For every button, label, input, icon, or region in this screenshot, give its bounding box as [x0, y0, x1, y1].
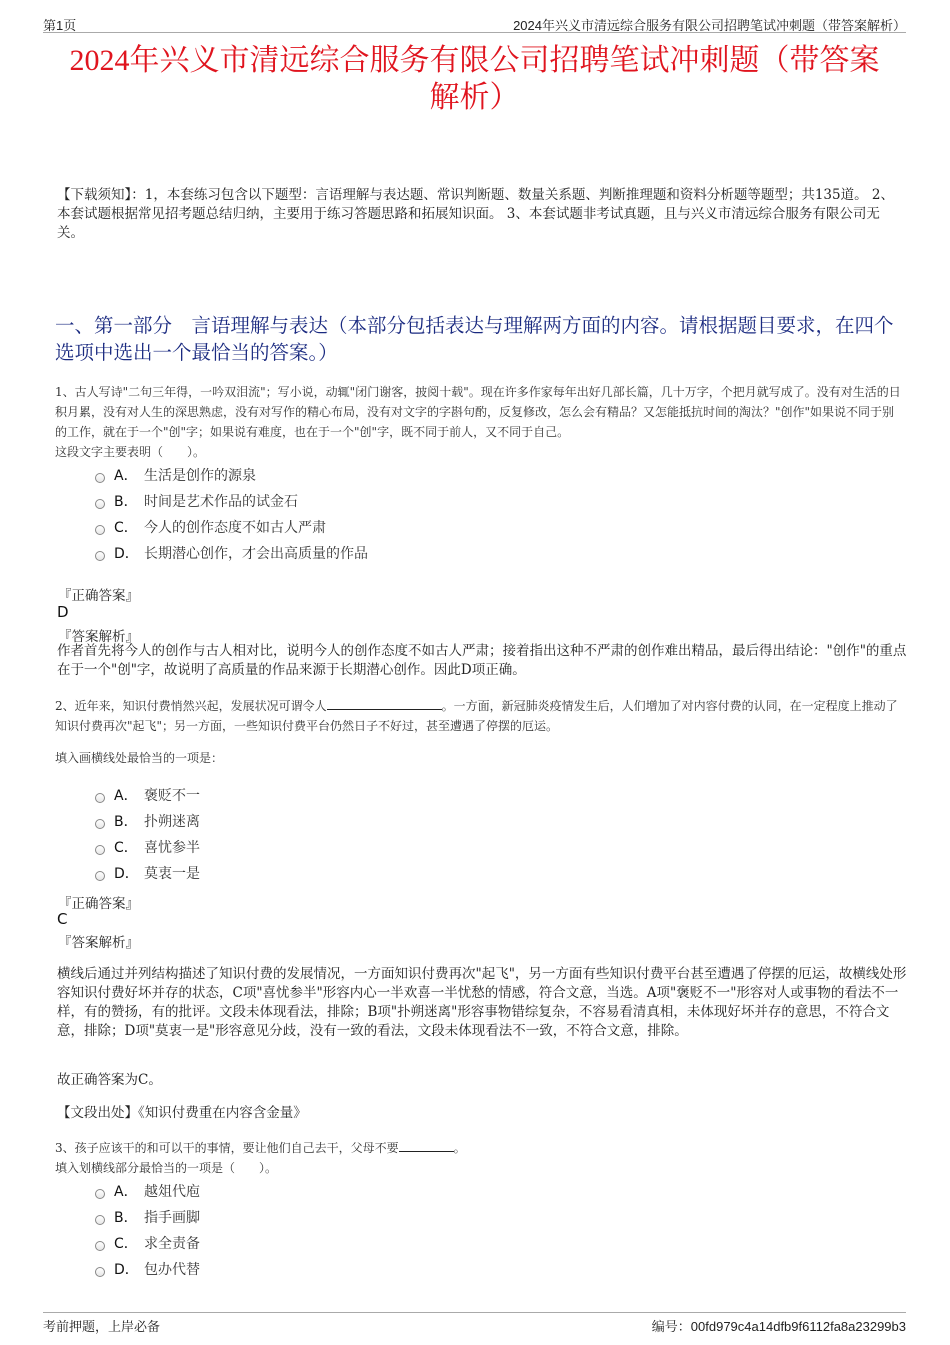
question-3-options [95, 1178, 200, 1282]
option-a[interactable] [95, 462, 368, 488]
radio-button-icon[interactable] [95, 1215, 105, 1225]
radio-button-icon[interactable] [95, 871, 105, 881]
radio-button-icon[interactable] [95, 1241, 105, 1251]
running-header-title: 2024年兴义市清远综合服务有限公司招聘笔试冲刺题（带答案解析） [513, 18, 906, 33]
correct-answer-label: 『正确答案』 [58, 896, 139, 912]
option-d[interactable] [95, 1256, 200, 1282]
option-c[interactable] [95, 834, 200, 860]
radio-button-icon[interactable] [95, 473, 105, 483]
option-letter: C． [114, 520, 138, 536]
option-b[interactable] [95, 1204, 200, 1230]
question-1-prompt: 这段文字主要表明（ ）。 [55, 445, 206, 459]
section-title: 一、第一部分 言语理解与表达（本部分包括表达与理解两方面的内容。请根据题目要求，在四个选项中选出一个最恰当的答案。） [55, 314, 894, 364]
correct-answer-label: 『正确答案』 [58, 588, 139, 604]
option-text: 莫衷一是 [144, 866, 200, 882]
question-3 [55, 1138, 905, 1178]
correct-answer-value: C [57, 910, 68, 928]
option-b[interactable] [95, 488, 368, 514]
option-letter: B． [114, 494, 138, 510]
radio-button-icon[interactable] [95, 819, 105, 829]
radio-button-icon[interactable] [95, 845, 105, 855]
option-letter: A． [114, 1184, 138, 1200]
analysis-label: 『答案解析』 [58, 629, 139, 645]
option-letter: B． [114, 1210, 138, 1226]
document-serial-number: 编号：00fd979c4a14dfb9f6112fa8a23299b3 [651, 1319, 906, 1334]
question-1-stem: 1、古人写诗"二句三年得，一吟双泪流"；写小说，动辄"闭门谢客，披阅十载"。现在许多作家每年出好几部长篇，几十万字，个把月就写成了。没有对生活的日积月累，没有对人生的深思熟虑，没有对写作的精心布局，没有对文字的字斟句酌，反复修改，怎么会有精品？又怎能抵抗时间的淘汰？"创作"如果说不同于别的工作，就在于一个"创"字；如果说有难度，也在于一个"创"字，既不同于前人，又不同于自己。 [55, 385, 901, 439]
option-letter: A． [114, 788, 138, 804]
option-d[interactable] [95, 860, 200, 886]
option-text: 扑朔迷离 [144, 814, 200, 830]
option-letter: D． [114, 546, 139, 562]
question-1-options [95, 462, 368, 566]
option-letter: D． [114, 866, 139, 882]
question-1 [55, 382, 905, 462]
question-2-prompt: 填入画横线处最恰当的一项是： [55, 751, 224, 765]
title-line-1: 2024年兴义市清远综合服务有限公司招聘笔试冲刺题（带答案 [69, 44, 880, 77]
option-text: 指手画脚 [144, 1210, 200, 1226]
question-3-prompt: 填入划横线部分最恰当的一项是（ ）。 [55, 1161, 278, 1175]
option-text: 越俎代庖 [144, 1184, 200, 1200]
option-letter: C． [114, 1236, 138, 1252]
correct-answer-value: D [57, 603, 69, 621]
question-2-stem [55, 696, 905, 736]
title-line-2: 解析） [429, 81, 520, 114]
option-text: 今人的创作态度不如古人严肃 [144, 520, 326, 536]
page-number: 第1页 [43, 18, 77, 33]
option-b[interactable] [95, 808, 200, 834]
option-c[interactable] [95, 514, 368, 540]
fill-blank [399, 1139, 454, 1152]
option-text: 包办代替 [144, 1262, 200, 1278]
option-letter: C． [114, 840, 138, 856]
radio-button-icon[interactable] [95, 1189, 105, 1199]
option-c[interactable] [95, 1230, 200, 1256]
radio-button-icon[interactable] [95, 551, 105, 561]
stem-text: 。 [453, 1141, 466, 1155]
option-a[interactable] [95, 782, 200, 808]
option-text: 褒贬不一 [144, 788, 200, 804]
option-text: 喜忧参半 [144, 840, 200, 856]
option-letter: A． [114, 468, 138, 484]
answer-analysis: 作者首先将今人的创作与古人相对比，说明今人的创作态度不如古人严肃；接着指出这种不严肃的创作难出精品，最后得出结论："创作"的重点在于一个"创"字，故说明了高质量的作品来源于长期潜心创作。因此D项正确。 [57, 643, 907, 678]
option-d[interactable] [95, 540, 368, 566]
answer-analysis: 横线后通过并列结构描述了知识付费的发展情况，一方面知识付费再次"起飞"，另一方面有些知识付费平台甚至遭遇了停摆的厄运，故横线处形容知识付费好坏并存的状态，C项"喜忧参半"形容内心一半欢喜一半忧愁的情感，符合文意，当选。A项"褒贬不一"形容对人或事物的看法不一样，有的赞扬，有的批评。文段未体现看法，排除；B项"扑朔迷离"形容事物错综复杂，不容易看清真相，未体现好坏并存的意思，不符合文意，排除；D项"莫衷一是"形容意见分歧，没有一致的看法，文段未体现看法不一致，不符合文意，排除。 [57, 966, 907, 1039]
download-notice: 【下载须知】：1，本套练习包含以下题型：言语理解与表达题、常识判断题、数量关系题、判断推理题和资料分析题等题型；共135道。 2、本套试题根据常见招考题总结归纳，主要用于练习答题思路和拓展知识面。 3、本套试题非考试真题，且与兴义市清远综合服务有限公司无关。 [57, 187, 894, 241]
radio-button-icon[interactable] [95, 793, 105, 803]
stem-text: 3、孩子应该干的和可以干的事情，要让他们自己去干，父母不要 [55, 1141, 399, 1155]
footer-slogan: 考前押题，上岸必备 [43, 1319, 161, 1334]
option-letter: B． [114, 814, 138, 830]
stem-text: 2、近年来，知识付费悄然兴起，发展状况可谓令人 [55, 699, 327, 713]
option-text: 求全责备 [144, 1236, 200, 1252]
radio-button-icon[interactable] [95, 499, 105, 509]
header-divider [43, 32, 906, 33]
question-2 [55, 696, 905, 768]
footer-divider [43, 1312, 906, 1313]
passage-source: 【文段出处】《知识付费重在内容含金量》 [57, 1105, 307, 1121]
question-2-options [95, 782, 200, 886]
option-text: 长期潜心创作，才会出高质量的作品 [144, 546, 368, 562]
option-text: 生活是创作的源泉 [144, 468, 256, 484]
question-3-stem [55, 1138, 905, 1158]
radio-button-icon[interactable] [95, 1267, 105, 1277]
option-letter: D． [114, 1262, 139, 1278]
option-text: 时间是艺术作品的试金石 [144, 494, 298, 510]
option-a[interactable] [95, 1178, 200, 1204]
radio-button-icon[interactable] [95, 525, 105, 535]
document-title [43, 42, 906, 116]
stem-text: 。一方面，新冠肺炎疫情发生后，人们增加了对内容付费的认同，在一定程度上推动了知识付费再次"起飞"；另一方面，一些知识付费平台仍然日子不好过，甚至遭遇了停摆的厄运。 [55, 699, 898, 733]
answer-conclusion: 故正确答案为C。 [57, 1072, 162, 1088]
analysis-label: 『答案解析』 [58, 935, 139, 951]
fill-blank [327, 697, 442, 710]
